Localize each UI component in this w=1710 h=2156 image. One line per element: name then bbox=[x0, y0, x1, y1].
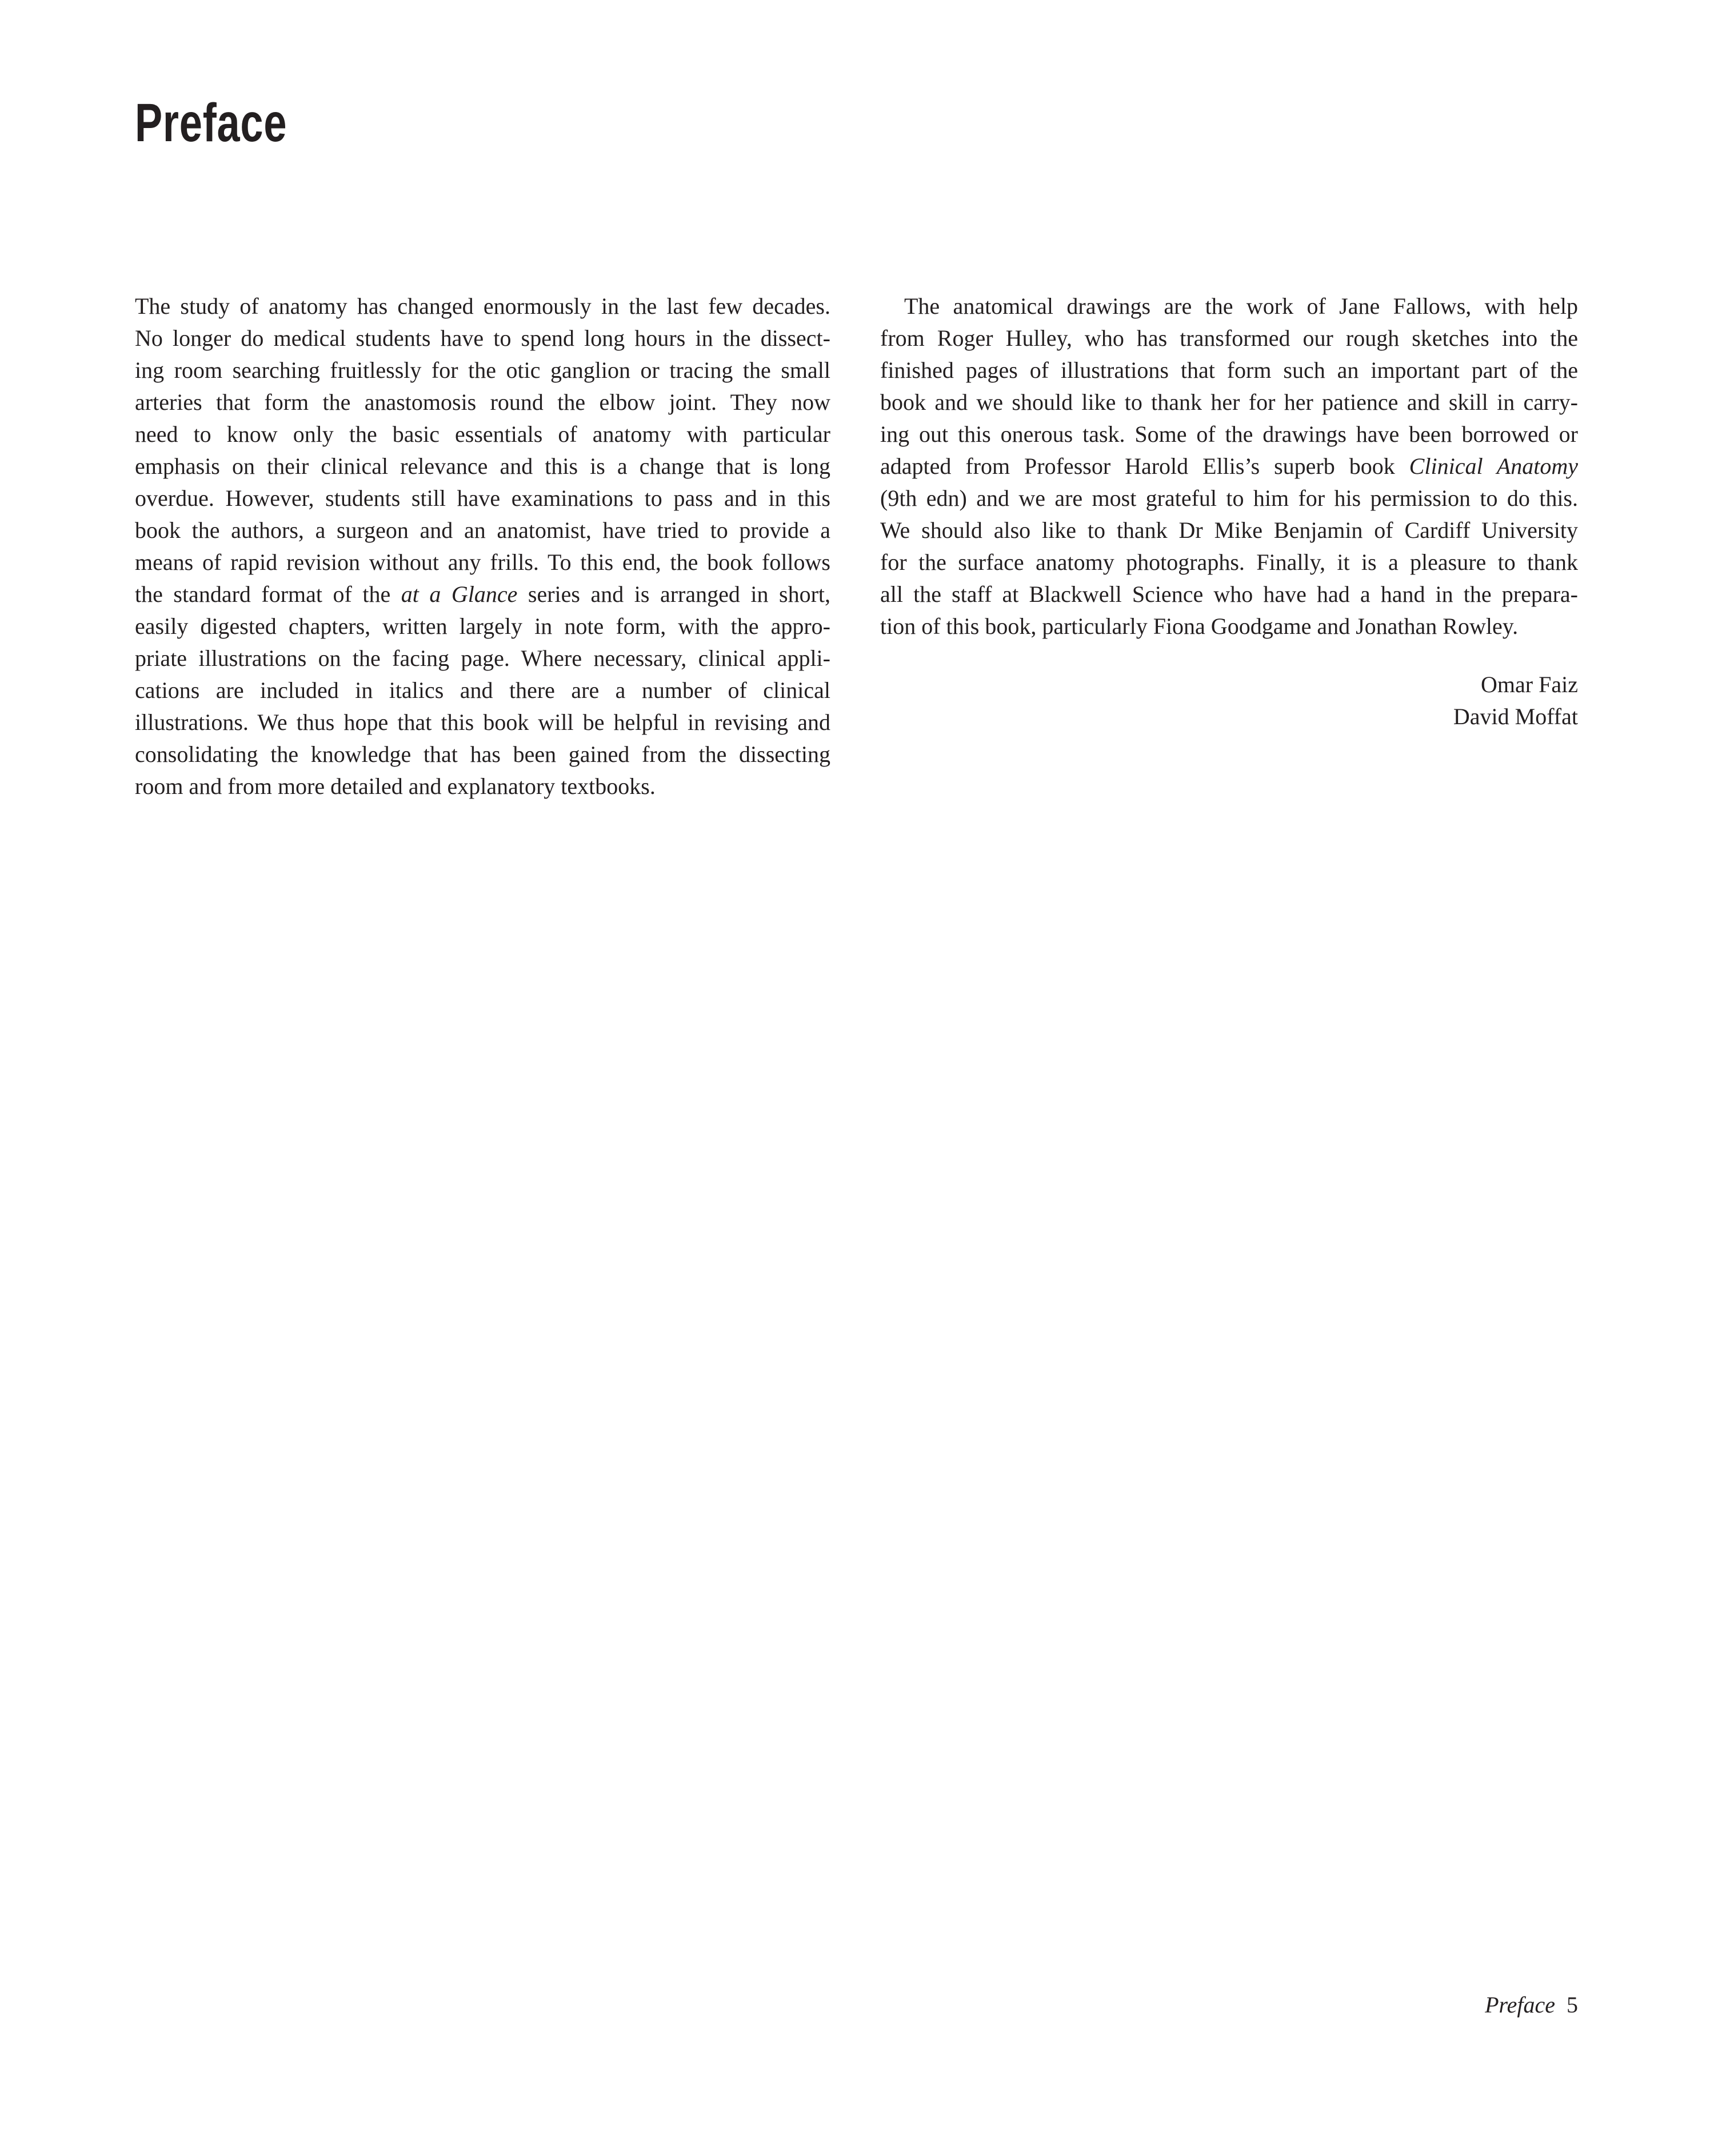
text-segment: We should also like to thank Dr Mike Benjamin of Cardiff University bbox=[880, 517, 1578, 543]
page-number: 5 bbox=[1567, 1992, 1578, 2018]
text-line bbox=[135, 642, 830, 674]
text-segment: emphasis on their clinical relevance and this is a change that is long bbox=[135, 453, 830, 479]
text-line bbox=[880, 386, 1578, 418]
italic-text: Clinical Anatomy bbox=[1409, 453, 1578, 479]
text-line bbox=[135, 418, 830, 450]
text-segment: ing room searching fruitlessly for the otic ganglion or tracing the small bbox=[135, 357, 830, 383]
text-segment: for the surface anatomy photographs. Finally, it is a pleasure to thank bbox=[880, 549, 1578, 575]
text-line bbox=[135, 290, 830, 322]
text-segment: book and we should like to thank her for her patience and skill in carry- bbox=[880, 389, 1578, 415]
text-segment: consolidating the knowledge that has been gained from the dissecting bbox=[135, 741, 830, 767]
right-column-text bbox=[880, 290, 1578, 642]
text-segment: all the staff at Blackwell Science who have had a hand in the prepara- bbox=[880, 581, 1578, 607]
text-line bbox=[880, 450, 1578, 482]
text-line bbox=[135, 354, 830, 386]
text-line bbox=[135, 770, 830, 802]
left-column-text bbox=[135, 290, 830, 802]
running-head: Preface bbox=[1485, 1992, 1555, 2018]
text-line bbox=[880, 354, 1578, 386]
text-line bbox=[135, 610, 830, 642]
text-line bbox=[880, 514, 1578, 546]
text-segment: room and from more detailed and explanatory textbooks. bbox=[135, 773, 656, 799]
italic-text: at a Glance bbox=[401, 581, 518, 607]
text-line bbox=[880, 578, 1578, 610]
text-segment: adapted from Professor Harold Ellis’s superb book bbox=[880, 453, 1409, 479]
text-segment: need to know only the basic essentials of anatomy with particular bbox=[135, 421, 830, 447]
author-signature: Omar Faiz bbox=[1481, 672, 1578, 697]
page-footer bbox=[1485, 1989, 1578, 2021]
text-segment: No longer do medical students have to spend long hours in the dissect- bbox=[135, 325, 830, 351]
text-line bbox=[135, 322, 830, 354]
text-segment: series and is arranged in short, bbox=[517, 581, 831, 607]
text-segment: ing out this onerous task. Some of the drawings have been borrowed or bbox=[880, 421, 1578, 447]
text-segment: priate illustrations on the facing page. Where necessary, clinical appli- bbox=[135, 645, 830, 671]
text-segment: easily digested chapters, written largely in note form, with the appro- bbox=[135, 613, 830, 639]
author-signature: David Moffat bbox=[1453, 704, 1578, 729]
text-segment: from Roger Hulley, who has transformed our rough sketches into the bbox=[880, 325, 1578, 351]
text-line bbox=[135, 482, 830, 514]
text-segment: The study of anatomy has changed enormously in the last few decades. bbox=[135, 293, 830, 319]
text-line bbox=[880, 546, 1578, 578]
text-line bbox=[880, 418, 1578, 450]
text-segment: means of rapid revision without any frills. To this end, the book follows bbox=[135, 549, 830, 575]
text-segment: tion of this book, particularly Fiona Goodgame and Jonathan Rowley. bbox=[880, 613, 1519, 639]
text-segment: the standard format of the bbox=[135, 581, 401, 607]
text-segment: overdue. However, students still have examinations to pass and in this bbox=[135, 485, 830, 511]
text-segment: book the authors, a surgeon and an anatomist, have tried to provide a bbox=[135, 517, 830, 543]
text-segment: illustrations. We thus hope that this book will be helpful in revising and bbox=[135, 709, 830, 735]
text-line bbox=[135, 514, 830, 546]
text-segment: The anatomical drawings are the work of Jane Fallows, with help bbox=[904, 293, 1578, 319]
text-line bbox=[880, 610, 1578, 642]
text-line bbox=[880, 482, 1578, 514]
text-line bbox=[880, 322, 1578, 354]
text-segment: arteries that form the anastomosis round the elbow joint. They now bbox=[135, 389, 830, 415]
text-line bbox=[135, 450, 830, 482]
page-title: Preface bbox=[135, 93, 287, 153]
text-line bbox=[135, 546, 830, 578]
text-segment: finished pages of illustrations that form such an important part of the bbox=[880, 357, 1578, 383]
text-line bbox=[135, 738, 830, 770]
text-line bbox=[135, 674, 830, 706]
text-segment: (9th edn) and we are most grateful to him for his permission to do this. bbox=[880, 485, 1578, 511]
text-line bbox=[135, 386, 830, 418]
text-line bbox=[135, 578, 830, 610]
text-line bbox=[880, 290, 1578, 322]
text-segment: cations are included in italics and there are a number of clinical bbox=[135, 677, 830, 703]
text-line bbox=[135, 706, 830, 738]
